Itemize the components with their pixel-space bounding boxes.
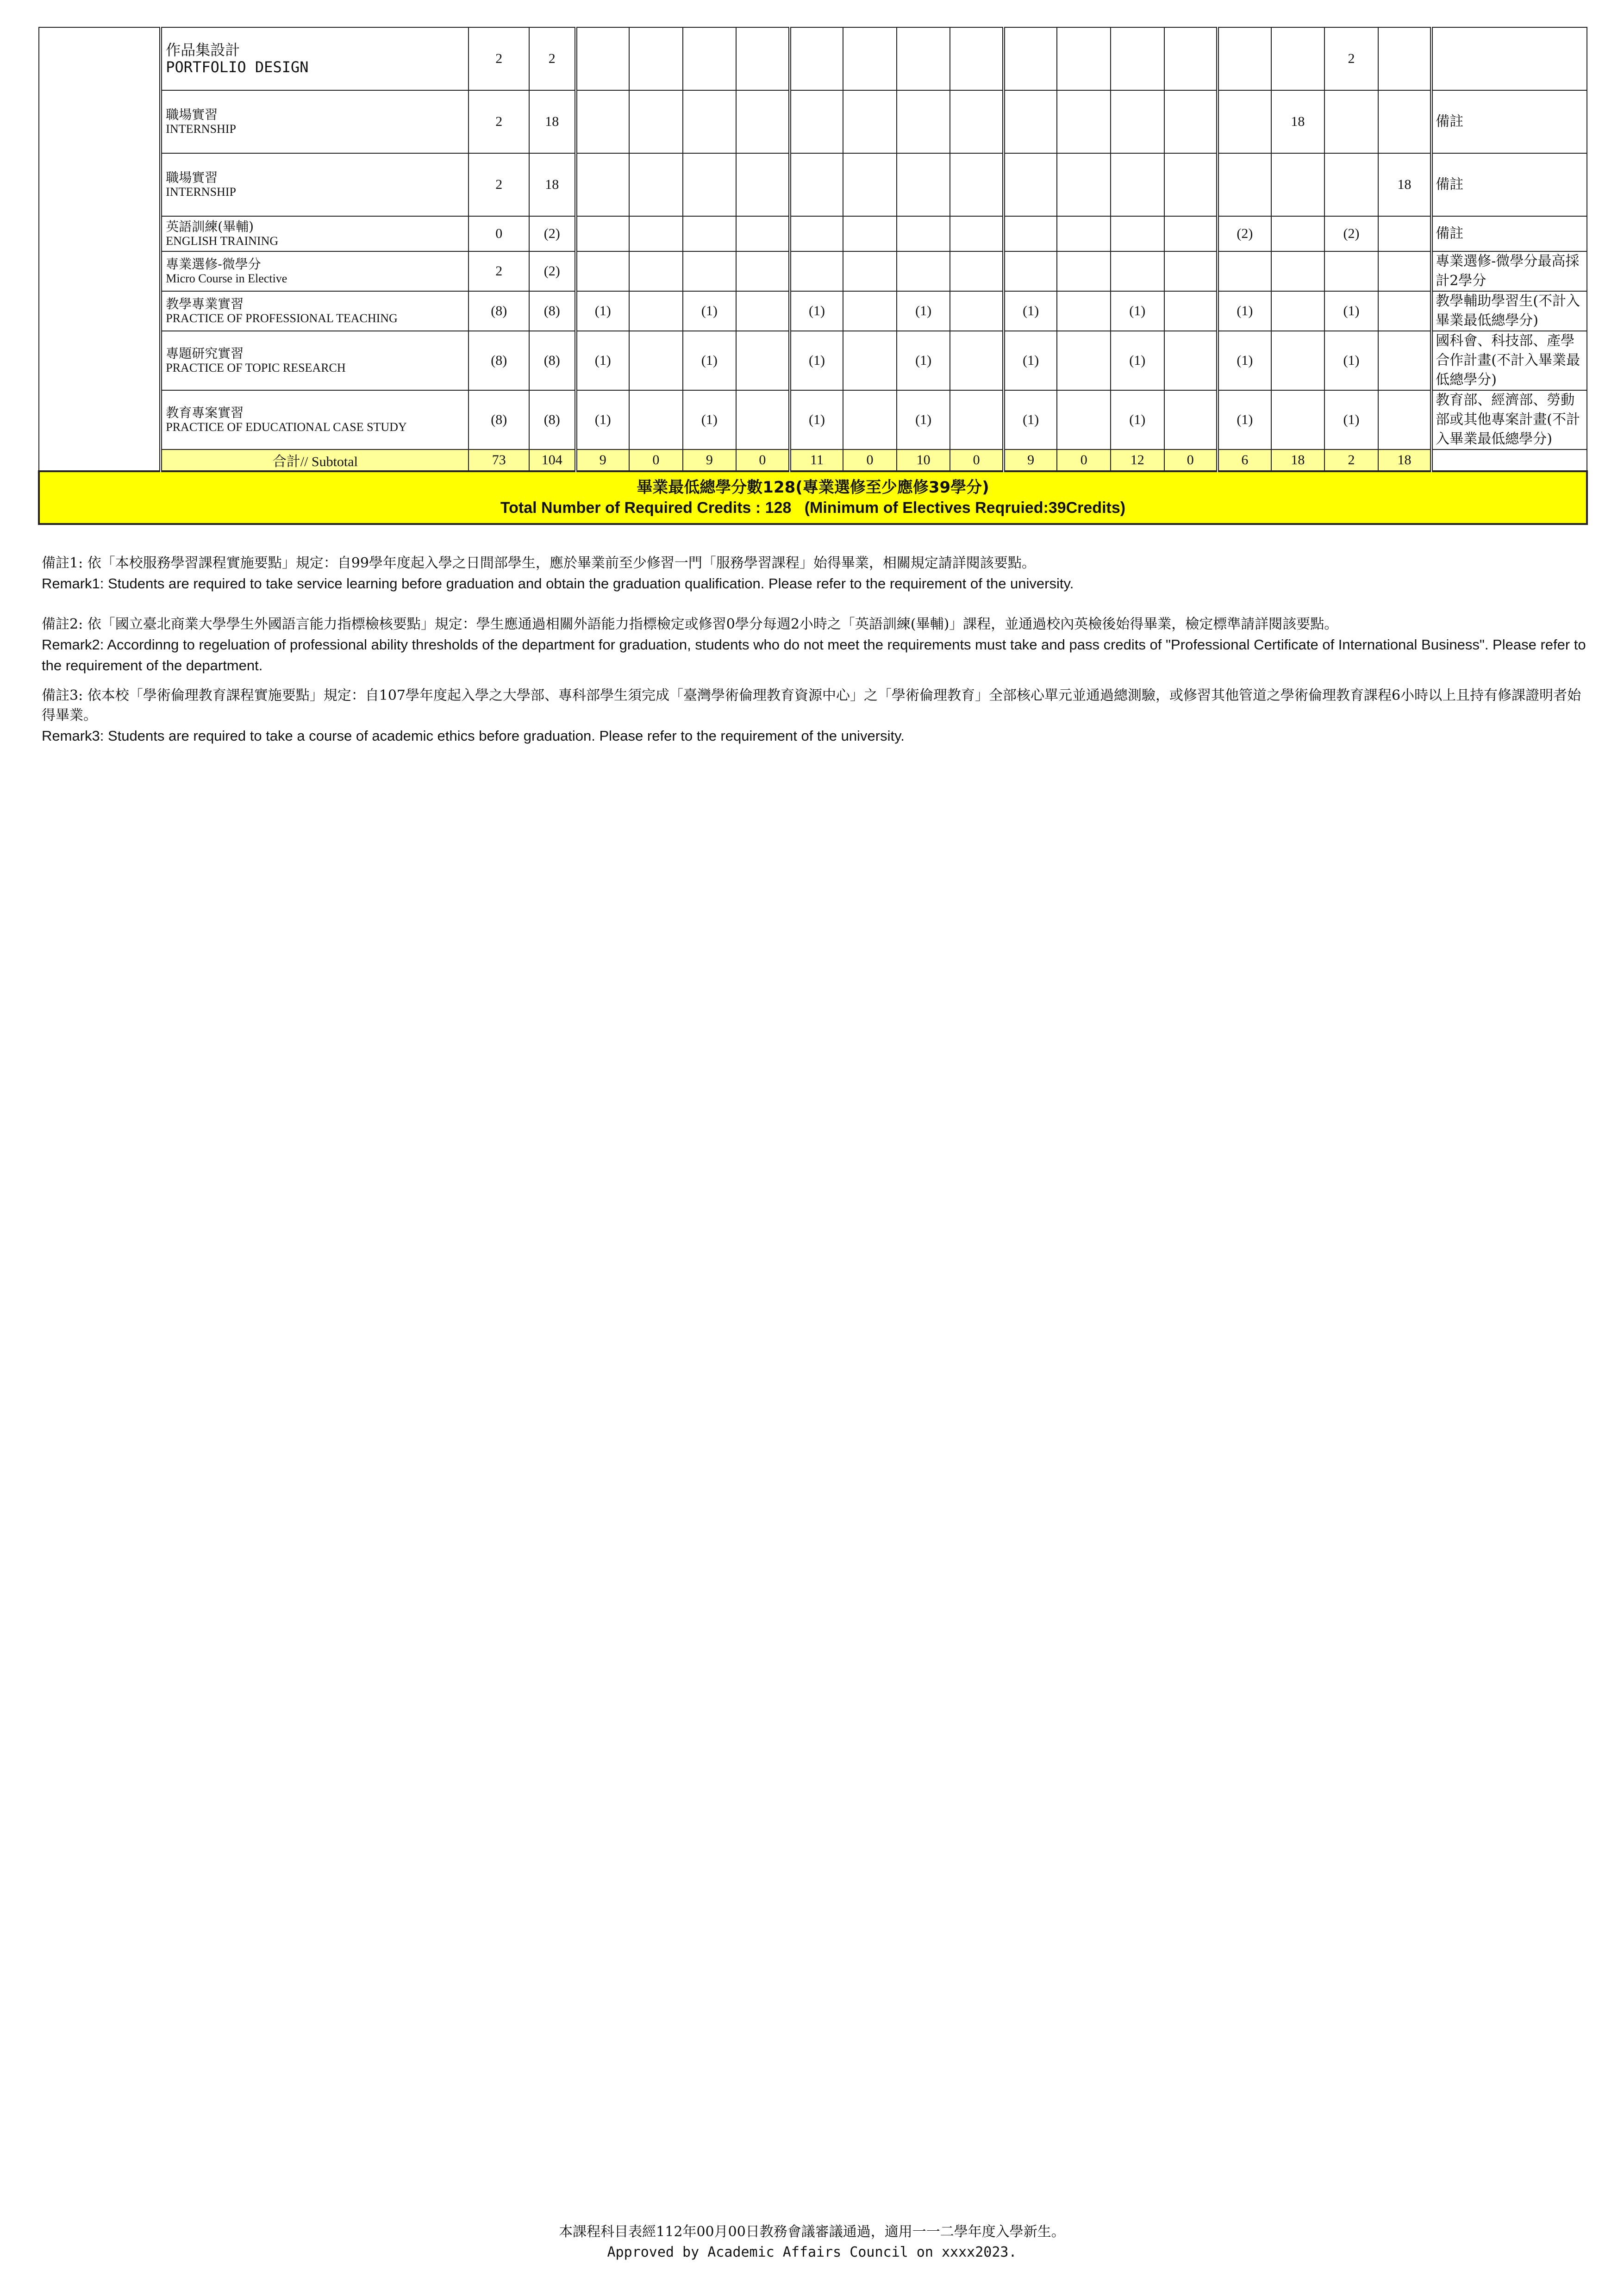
hours-cell: (2): [529, 216, 575, 251]
semester-cell: [736, 331, 790, 390]
semester-cell: (1): [1324, 291, 1378, 331]
semester-cell: [843, 153, 897, 216]
semester-cell: [1218, 90, 1271, 153]
semester-cell: [683, 27, 737, 90]
total-credits-banner: [39, 471, 1587, 524]
credits-cell: 2: [468, 153, 529, 216]
course-name-cell: [161, 153, 468, 216]
subtotal-cell: 11: [790, 449, 843, 471]
subtotal-cell: 0: [1057, 449, 1111, 471]
semester-cell: [629, 291, 683, 331]
semester-cell: (1): [1004, 331, 1057, 390]
course-row: [39, 251, 1587, 291]
course-name-cell: [161, 390, 468, 449]
semester-cell: [1111, 251, 1164, 291]
course-row: [39, 216, 1587, 251]
subtotal-cell: 18: [1378, 449, 1432, 471]
semester-cell: [1111, 90, 1164, 153]
subtotal-cell: 6: [1218, 449, 1271, 471]
semester-cell: (2): [1218, 216, 1271, 251]
semester-cell: [950, 251, 1004, 291]
semester-cell: [790, 90, 843, 153]
semester-cell: (1): [1111, 331, 1164, 390]
semester-cell: [843, 216, 897, 251]
semester-cell: [1057, 153, 1111, 216]
course-name-cell: [161, 90, 468, 153]
subtotal-row: [39, 449, 1587, 471]
semester-cell: (1): [1111, 390, 1164, 449]
semester-cell: [1271, 291, 1325, 331]
credits-cell: 2: [468, 90, 529, 153]
semester-cell: [1111, 216, 1164, 251]
course-name-zh: 教學專業實習: [166, 296, 244, 312]
semester-cell: [629, 390, 683, 449]
semester-cell: [790, 153, 843, 216]
credits-cell: 0: [468, 216, 529, 251]
semester-cell: [843, 90, 897, 153]
subtotal-credits: 73: [468, 449, 529, 471]
semester-cell: [897, 216, 950, 251]
semester-cell: [576, 90, 630, 153]
semester-cell: [790, 251, 843, 291]
subtotal-cell: 0: [1164, 449, 1218, 471]
semester-cell: [629, 153, 683, 216]
semester-cell: [629, 331, 683, 390]
semester-cell: [629, 27, 683, 90]
semester-cell: [843, 251, 897, 291]
semester-cell: [1324, 153, 1378, 216]
hours-cell: 18: [529, 90, 575, 153]
semester-cell: [736, 216, 790, 251]
semester-cell: [1057, 27, 1111, 90]
footer-zh: 本課程科目表經112年00月00日教務會議審議通過，適用一一二學年度入學新生。: [559, 2224, 1065, 2240]
semester-cell: (1): [576, 331, 630, 390]
semester-cell: [1164, 27, 1218, 90]
remark-cell: [1431, 27, 1587, 90]
semester-cell: [1057, 90, 1111, 153]
remark-cell: 備註: [1431, 90, 1587, 153]
semester-cell: [1218, 153, 1271, 216]
semester-cell: [1057, 251, 1111, 291]
semester-cell: [1164, 153, 1218, 216]
course-name-en: PRACTICE OF TOPIC RESEARCH: [166, 361, 346, 375]
semester-cell: 2: [1324, 27, 1378, 90]
total-credits-row: [39, 471, 1587, 524]
semester-cell: [736, 251, 790, 291]
semester-cell: (1): [1004, 390, 1057, 449]
footer-en: Approved by Academic Affairs Council on xxxx2023.: [607, 2244, 1017, 2260]
semester-cell: [1218, 251, 1271, 291]
semester-cell: [843, 331, 897, 390]
course-row: [39, 27, 1587, 90]
course-name-cell: [161, 331, 468, 390]
semester-cell: [736, 291, 790, 331]
semester-cell: [950, 27, 1004, 90]
semester-cell: (1): [1324, 331, 1378, 390]
remark-cell: 專業選修-微學分最高採計2學分: [1431, 251, 1587, 291]
course-name-en: ENGLISH TRAINING: [166, 234, 279, 248]
semester-cell: [576, 251, 630, 291]
course-name-cell: [161, 291, 468, 331]
credits-cell: 2: [468, 251, 529, 291]
semester-cell: [1271, 153, 1325, 216]
semester-cell: [843, 390, 897, 449]
subtotal-cell: 0: [736, 449, 790, 471]
course-name-en: INTERNSHIP: [166, 185, 236, 199]
remark-3-en: Remark3: Students are required to take a course of academic ethics before graduation. Please refer to the requirement of the university.: [42, 727, 905, 744]
semester-cell: [683, 216, 737, 251]
semester-cell: [950, 90, 1004, 153]
remark-1-zh: 備註1: 依「本校服務學習課程實施要點」規定：自99學年度起入學之日間部學生，應於畢業前至少修習一門「服務學習課程」始得畢業，相關規定請詳閱該要點。: [42, 555, 1036, 571]
course-row: [39, 390, 1587, 449]
semester-cell: [1004, 153, 1057, 216]
semester-cell: (1): [576, 291, 630, 331]
semester-cell: [629, 90, 683, 153]
semester-cell: (1): [1218, 291, 1271, 331]
semester-cell: [950, 216, 1004, 251]
course-name-zh: 作品集設計: [166, 41, 240, 59]
credits-cell: (8): [468, 390, 529, 449]
semester-cell: [1111, 153, 1164, 216]
semester-cell: (1): [576, 390, 630, 449]
semester-cell: [1378, 390, 1432, 449]
remark-cell: 教學輔助學習生(不計入畢業最低總學分): [1431, 291, 1587, 331]
category-cell: [39, 27, 161, 471]
semester-cell: (1): [790, 390, 843, 449]
semester-cell: [1378, 90, 1432, 153]
semester-cell: [843, 27, 897, 90]
course-name-zh: 專業選修-微學分: [166, 256, 261, 272]
semester-cell: [736, 153, 790, 216]
course-name-en: Micro Course in Elective: [166, 272, 287, 286]
subtotal-hours: 104: [529, 449, 575, 471]
semester-cell: [1164, 331, 1218, 390]
semester-cell: [1057, 390, 1111, 449]
subtotal-cell: 9: [576, 449, 630, 471]
subtotal-cell: 0: [843, 449, 897, 471]
remark-cell: 備註: [1431, 216, 1587, 251]
semester-cell: [1164, 216, 1218, 251]
semester-cell: (1): [1218, 390, 1271, 449]
semester-cell: [1324, 251, 1378, 291]
course-row: [39, 331, 1587, 390]
course-name-zh: 職場實習: [166, 169, 218, 185]
remark-cell: 國科會、科技部、產學合作計畫(不計入畢業最低總學分): [1431, 331, 1587, 390]
semester-cell: [1004, 90, 1057, 153]
semester-cell: (2): [1324, 216, 1378, 251]
semester-cell: [1164, 251, 1218, 291]
hours-cell: (8): [529, 390, 575, 449]
semester-cell: [1378, 251, 1432, 291]
semester-cell: [897, 90, 950, 153]
semester-cell: [1057, 216, 1111, 251]
subtotal-cell: 10: [897, 449, 950, 471]
remarks-section: [42, 553, 1588, 747]
semester-cell: (1): [683, 331, 737, 390]
semester-cell: [1218, 27, 1271, 90]
semester-cell: [576, 153, 630, 216]
semester-cell: [683, 251, 737, 291]
semester-cell: [736, 390, 790, 449]
course-name-en: PRACTICE OF EDUCATIONAL CASE STUDY: [166, 420, 407, 434]
hours-cell: 2: [529, 27, 575, 90]
semester-cell: [1271, 27, 1325, 90]
semester-cell: [1057, 291, 1111, 331]
semester-cell: (1): [790, 291, 843, 331]
course-row: [39, 153, 1587, 216]
course-name-en: INTERNSHIP: [166, 122, 236, 136]
semester-cell: [1324, 90, 1378, 153]
semester-cell: [790, 27, 843, 90]
semester-cell: [1271, 331, 1325, 390]
approval-footer: [0, 2222, 1624, 2262]
semester-cell: (1): [1324, 390, 1378, 449]
semester-cell: [897, 27, 950, 90]
course-name-en: PRACTICE OF PROFESSIONAL TEACHING: [166, 312, 398, 325]
total-credits-zh: 畢業最低總學分數128(專業選修至少應修39學分): [637, 478, 989, 497]
semester-cell: [736, 90, 790, 153]
subtotal-label: 合計// Subtotal: [161, 449, 468, 471]
semester-cell: [736, 27, 790, 90]
semester-cell: [1378, 291, 1432, 331]
subtotal-note-cell: [1431, 449, 1587, 471]
credits-cell: 2: [468, 27, 529, 90]
course-name-zh: 英語訓練(畢輔): [166, 218, 254, 234]
credits-cell: (8): [468, 331, 529, 390]
semester-cell: [1004, 251, 1057, 291]
hours-cell: (8): [529, 291, 575, 331]
semester-cell: [897, 251, 950, 291]
semester-cell: (1): [1004, 291, 1057, 331]
subtotal-cell: 9: [1004, 449, 1057, 471]
semester-cell: (1): [790, 331, 843, 390]
semester-cell: [790, 216, 843, 251]
remark-cell: 教育部、經濟部、勞動部或其他專案計畫(不計入畢業最低總學分): [1431, 390, 1587, 449]
semester-cell: [683, 90, 737, 153]
subtotal-cell: 18: [1271, 449, 1325, 471]
course-name-cell: [161, 216, 468, 251]
semester-cell: [897, 153, 950, 216]
semester-cell: [1004, 216, 1057, 251]
subtotal-cell: 2: [1324, 449, 1378, 471]
semester-cell: [1271, 251, 1325, 291]
semester-cell: [576, 216, 630, 251]
semester-cell: [1378, 27, 1432, 90]
remark-3-zh: 備註3: 依本校「學術倫理教育課程實施要點」規定：自107學年度起入學之大學部、專科部學生須完成「臺灣學術倫理教育資源中心」之「學術倫理教育」全部核心單元並通過總測驗，或修習其他管道之學術倫理教育課程6小時以上且持有修課證明者始得畢業。: [42, 687, 1581, 724]
credits-cell: (8): [468, 291, 529, 331]
semester-cell: [1164, 291, 1218, 331]
semester-cell: [1111, 27, 1164, 90]
curriculum-table: [38, 27, 1588, 525]
hours-cell: (8): [529, 331, 575, 390]
course-name-cell: [161, 27, 468, 90]
hours-cell: 18: [529, 153, 575, 216]
semester-cell: (1): [1218, 331, 1271, 390]
semester-cell: [683, 153, 737, 216]
semester-cell: (1): [897, 390, 950, 449]
semester-cell: [1004, 27, 1057, 90]
semester-cell: [1271, 216, 1325, 251]
course-row: [39, 90, 1587, 153]
semester-cell: [843, 291, 897, 331]
subtotal-cell: 0: [950, 449, 1004, 471]
semester-cell: [1057, 331, 1111, 390]
semester-cell: [1378, 216, 1432, 251]
semester-cell: [950, 153, 1004, 216]
semester-cell: [576, 27, 630, 90]
semester-cell: (1): [683, 291, 737, 331]
course-row: [39, 291, 1587, 331]
course-name-zh: 專題研究實習: [166, 345, 244, 361]
semester-cell: (1): [1111, 291, 1164, 331]
total-credits-en: Total Number of Required Credits : 128 (Minimum of Electives Reqruied:39Credits): [500, 499, 1126, 517]
semester-cell: (1): [683, 390, 737, 449]
subtotal-cell: 9: [683, 449, 737, 471]
remark-1-en: Remark1: Students are required to take service learning before graduation and obtain the graduation qualification. Please refer to the requirement of the university.: [42, 575, 1074, 592]
course-name-zh: 教育專案實習: [166, 405, 244, 420]
course-name-cell: [161, 251, 468, 291]
semester-cell: (1): [897, 291, 950, 331]
semester-cell: [950, 331, 1004, 390]
remark-2-zh: 備註2: 依「國立臺北商業大學學生外國語言能力指標檢核要點」規定：學生應通過相關外語能力指標檢定或修習0學分每週2小時之「英語訓練(畢輔)」課程，並通過校內英檢後始得畢業，檢定標準請詳閱該要點。: [42, 616, 1338, 633]
subtotal-cell: 12: [1111, 449, 1164, 471]
semester-cell: [629, 251, 683, 291]
semester-cell: [950, 291, 1004, 331]
semester-cell: [1271, 390, 1325, 449]
semester-cell: 18: [1271, 90, 1325, 153]
remark-cell: 備註: [1431, 153, 1587, 216]
semester-cell: [629, 216, 683, 251]
course-name-en: PORTFOLIO DESIGN: [166, 58, 309, 76]
course-name-zh: 職場實習: [166, 106, 218, 122]
semester-cell: (1): [897, 331, 950, 390]
semester-cell: [1164, 90, 1218, 153]
semester-cell: [950, 390, 1004, 449]
semester-cell: [1164, 390, 1218, 449]
subtotal-cell: 0: [629, 449, 683, 471]
remark-2-en: Remark2: Accordinng to regeluation of professional ability thresholds of the department for graduation, students who do not meet the requirements must take and pass credits of "Professional Certificate of International Business". Please refer to the requirement of the department.: [42, 636, 1586, 674]
semester-cell: [1378, 331, 1432, 390]
hours-cell: (2): [529, 251, 575, 291]
semester-cell: 18: [1378, 153, 1432, 216]
